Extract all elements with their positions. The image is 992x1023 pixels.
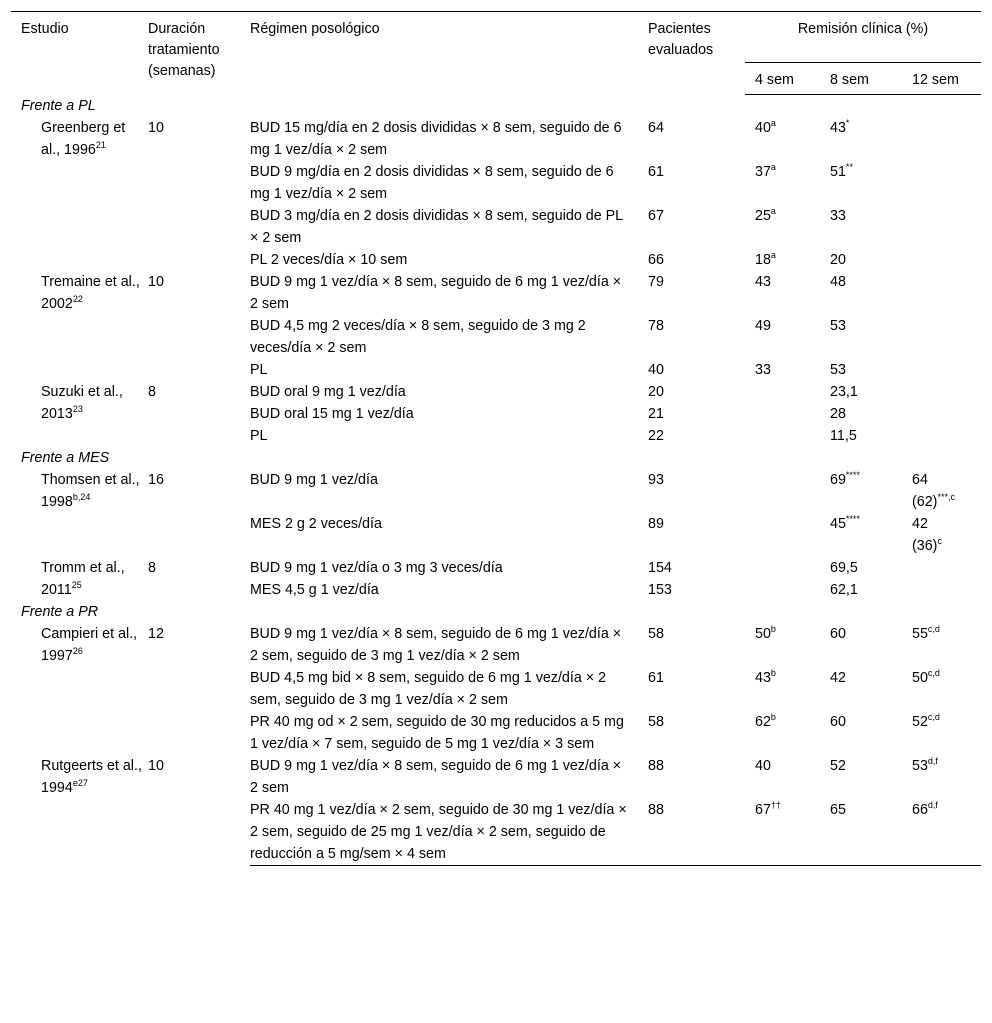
patients: 154 xyxy=(648,560,672,576)
table-row xyxy=(11,755,981,799)
remision-8sem xyxy=(820,271,902,315)
remision-8sem-value: 65 xyxy=(830,802,846,818)
remision-12sem xyxy=(902,579,981,601)
remision-12sem-footnote: ***,c xyxy=(937,492,955,502)
remision-4sem xyxy=(745,469,820,513)
study-weeks: 10 xyxy=(148,120,164,136)
col-header-estudio: Estudio xyxy=(21,21,69,37)
remision-8sem xyxy=(820,711,902,755)
study-ref: 22 xyxy=(72,294,83,304)
remision-8sem xyxy=(820,315,902,359)
study-name-cell xyxy=(11,117,148,271)
remision-12sem-value: 50 xyxy=(912,670,928,686)
remision-8sem xyxy=(820,249,902,271)
remision-4sem-value: 40 xyxy=(755,758,771,774)
remision-4sem xyxy=(745,513,820,557)
study-name: Suzuki et al., 2013 xyxy=(41,384,123,422)
table-row xyxy=(11,117,981,161)
remision-4sem xyxy=(745,249,820,271)
patients: 58 xyxy=(648,714,664,730)
regimen: BUD 9 mg 1 vez/día × 8 sem, seguido de 6 mg 1 vez/día × 2 sem xyxy=(250,274,622,312)
remision-8sem xyxy=(820,381,902,403)
study-ref: 26 xyxy=(72,646,83,656)
remision-12sem xyxy=(902,249,981,271)
section-row xyxy=(11,95,981,118)
col-header-8sem: 8 sem xyxy=(820,63,902,95)
regimen: BUD 9 mg/día en 2 dosis divididas × 8 sem, seguido de 6 mg 1 vez/día × 2 sem xyxy=(250,164,614,202)
table-row xyxy=(11,469,981,513)
patients: 66 xyxy=(648,252,664,268)
regimen: BUD 9 mg 1 vez/día o 3 mg 3 veces/día xyxy=(250,560,503,576)
remision-12sem xyxy=(902,557,981,579)
remision-12sem xyxy=(902,161,981,205)
remision-8sem-value: 60 xyxy=(830,714,846,730)
col-header-12sem: 12 sem xyxy=(902,63,981,95)
remision-4sem-footnote: a xyxy=(770,118,776,128)
remision-12sem xyxy=(902,799,981,866)
remision-4sem-value: 43 xyxy=(755,274,771,290)
remision-4sem xyxy=(745,579,820,601)
remision-4sem xyxy=(745,711,820,755)
patients: 61 xyxy=(648,164,664,180)
regimen: PL xyxy=(250,428,268,444)
patients: 79 xyxy=(648,274,664,290)
remision-4sem-value: 33 xyxy=(755,362,771,378)
patients: 88 xyxy=(648,799,745,866)
regimen: BUD oral 15 mg 1 vez/día xyxy=(250,406,414,422)
remision-8sem-value: 42 xyxy=(830,670,846,686)
remision-8sem-value: 45 xyxy=(830,516,846,532)
regimen: BUD 9 mg 1 vez/día × 8 sem, seguido de 6 mg 1 vez/día × 2 sem, seguido de 3 mg 1 vez/día × 2 sem xyxy=(250,626,622,664)
regimen: BUD 9 mg 1 vez/día xyxy=(250,472,378,488)
table-row xyxy=(11,557,981,579)
regimen: PR 40 mg 1 vez/día × 2 sem, seguido de 30 mg 1 vez/día × 2 sem, seguido de 25 mg 1 vez/día × 2 sem, seguido de reducción a 5 mg/sem × 4 sem xyxy=(250,799,648,866)
remision-8sem-value: 53 xyxy=(830,362,846,378)
study-name-cell xyxy=(11,755,148,866)
regimen: BUD oral 9 mg 1 vez/día xyxy=(250,384,406,400)
remision-12sem xyxy=(902,711,981,755)
study-name: Tromm et al., 2011 xyxy=(41,560,125,598)
remision-8sem-value: 43 xyxy=(830,120,846,136)
section-title: Frente a PL xyxy=(21,98,96,114)
remision-4sem-value: 25 xyxy=(755,208,771,224)
remision-8sem xyxy=(820,799,902,866)
remision-4sem xyxy=(745,381,820,403)
remision-8sem-value: 62,1 xyxy=(830,582,858,598)
remision-8sem xyxy=(820,755,902,799)
study-weeks: 10 xyxy=(148,758,164,774)
remision-4sem-footnote: a xyxy=(770,250,776,260)
patients: 22 xyxy=(648,428,664,444)
regimen: PL xyxy=(250,362,268,378)
study-name-cell xyxy=(11,381,148,447)
remision-4sem-footnote: †† xyxy=(770,800,781,810)
remision-4sem xyxy=(745,359,820,381)
study-name: Thomsen et al., 1998 xyxy=(41,472,140,510)
remision-12sem xyxy=(902,381,981,403)
results-table xyxy=(11,11,981,866)
remision-4sem-footnote: b xyxy=(770,668,776,678)
section-title: Frente a PR xyxy=(21,604,99,620)
remision-4sem xyxy=(745,315,820,359)
table-header xyxy=(11,11,981,95)
remision-4sem xyxy=(745,755,820,799)
study-ref: b,24 xyxy=(72,492,91,502)
regimen: BUD 4,5 mg bid × 8 sem, seguido de 6 mg 1 vez/día × 2 sem, seguido de 3 mg 1 vez/día × 2 sem xyxy=(250,670,607,708)
study-name: Tremaine et al., 2002 xyxy=(41,274,140,312)
regimen: BUD 9 mg 1 vez/día × 8 sem, seguido de 6 mg 1 vez/día × 2 sem xyxy=(250,758,622,796)
remision-12sem xyxy=(902,271,981,315)
remision-8sem-value: 60 xyxy=(830,626,846,642)
remision-8sem xyxy=(820,557,902,579)
remision-4sem-value: 50 xyxy=(755,626,771,642)
remision-4sem-value: 67 xyxy=(755,802,771,818)
remision-4sem xyxy=(745,799,820,866)
table-row xyxy=(11,381,981,403)
study-weeks: 8 xyxy=(148,384,156,400)
remision-12sem xyxy=(902,513,981,557)
remision-4sem-value: 43 xyxy=(755,670,771,686)
remision-12sem-footnote: c,d xyxy=(927,668,940,678)
section-row xyxy=(11,601,981,623)
study-name-cell xyxy=(11,271,148,381)
patients: 21 xyxy=(648,406,664,422)
remision-4sem-value: 37 xyxy=(755,164,771,180)
remision-12sem xyxy=(902,315,981,359)
patients: 20 xyxy=(648,384,664,400)
remision-4sem-footnote: a xyxy=(770,206,776,216)
remision-8sem xyxy=(820,425,902,447)
regimen: MES 2 g 2 veces/día xyxy=(250,516,382,532)
remision-8sem-value: 33 xyxy=(830,208,846,224)
remision-12sem xyxy=(902,425,981,447)
remision-8sem-value: 28 xyxy=(830,406,846,422)
remision-8sem-value: 52 xyxy=(830,758,846,774)
study-weeks: 16 xyxy=(148,472,164,488)
remision-4sem xyxy=(745,557,820,579)
remision-8sem-footnote: * xyxy=(845,118,850,128)
patients: 40 xyxy=(648,362,664,378)
patients: 89 xyxy=(648,516,664,532)
study-ref: 23 xyxy=(72,404,83,414)
remision-4sem xyxy=(745,425,820,447)
remision-8sem xyxy=(820,117,902,161)
remision-12sem xyxy=(902,667,981,711)
remision-12sem-value: 52 xyxy=(912,714,928,730)
remision-8sem-footnote: **** xyxy=(845,514,860,524)
col-header-pacientes: Pacientes evaluados xyxy=(648,21,714,58)
remision-8sem-footnote: **** xyxy=(845,470,860,480)
regimen: MES 4,5 g 1 vez/día xyxy=(250,582,379,598)
remision-4sem-value: 40 xyxy=(755,120,771,136)
regimen: BUD 3 mg/día en 2 dosis divididas × 8 sem, seguido de PL × 2 sem xyxy=(250,208,623,246)
regimen: BUD 15 mg/día en 2 dosis divididas × 8 sem, seguido de 6 mg 1 vez/día × 2 sem xyxy=(250,120,622,158)
study-ref: 25 xyxy=(71,580,82,590)
study-name-cell xyxy=(11,469,148,557)
remision-12sem-footnote: c,d xyxy=(927,712,940,722)
section-row xyxy=(11,447,981,469)
remision-12sem-value: 53 xyxy=(912,758,928,774)
remision-8sem-value: 48 xyxy=(830,274,846,290)
remision-12sem xyxy=(902,205,981,249)
regimen: PL 2 veces/día × 10 sem xyxy=(250,252,408,268)
patients: 88 xyxy=(648,758,664,774)
regimen: PR 40 mg od × 2 sem, seguido de 30 mg reducidos a 5 mg 1 vez/día × 7 sem, seguido de 5 mg 1 vez/día × 3 sem xyxy=(250,714,624,752)
table-body xyxy=(11,95,981,866)
remision-4sem xyxy=(745,271,820,315)
remision-8sem xyxy=(820,513,902,557)
remision-4sem-footnote: b xyxy=(770,624,776,634)
patients: 93 xyxy=(648,472,664,488)
remision-12sem-footnote: d,f xyxy=(927,756,938,766)
col-header-duracion: Duración tratamiento (semanas) xyxy=(148,21,220,79)
remision-12sem-value: 66 xyxy=(912,802,928,818)
remision-12sem xyxy=(902,403,981,425)
study-weeks: 8 xyxy=(148,560,156,576)
remision-8sem-value: 69 xyxy=(830,472,846,488)
remision-8sem-value: 23,1 xyxy=(830,384,858,400)
study-name: Rutgeerts et al., 1994 xyxy=(41,758,142,796)
remision-8sem xyxy=(820,161,902,205)
remision-4sem xyxy=(745,117,820,161)
col-header-regimen: Régimen posológico xyxy=(250,21,380,37)
remision-8sem-footnote: ** xyxy=(845,162,853,172)
remision-8sem xyxy=(820,579,902,601)
remision-12sem-footnote: c xyxy=(937,536,942,546)
remision-4sem-value: 49 xyxy=(755,318,771,334)
remision-8sem xyxy=(820,623,902,667)
section-title: Frente a MES xyxy=(21,450,110,466)
remision-4sem xyxy=(745,205,820,249)
remision-12sem xyxy=(902,623,981,667)
remision-8sem xyxy=(820,403,902,425)
remision-8sem-value: 69,5 xyxy=(830,560,858,576)
remision-12sem xyxy=(902,469,981,513)
patients: 153 xyxy=(648,582,672,598)
remision-8sem-value: 51 xyxy=(830,164,846,180)
remision-8sem-value: 11,5 xyxy=(830,428,857,444)
remision-12sem xyxy=(902,117,981,161)
remision-4sem xyxy=(745,667,820,711)
remision-4sem-value: 62 xyxy=(755,714,771,730)
remision-12sem xyxy=(902,359,981,381)
remision-12sem xyxy=(902,755,981,799)
remision-8sem xyxy=(820,667,902,711)
remision-12sem-value: 42 (36) xyxy=(912,516,938,554)
study-name-cell xyxy=(11,557,148,601)
remision-12sem-footnote: c,d xyxy=(927,624,940,634)
remision-4sem-value: 18 xyxy=(755,252,771,268)
remision-12sem-value: 64 (62) xyxy=(912,472,938,510)
table-row xyxy=(11,623,981,667)
study-ref: e27 xyxy=(72,778,88,788)
remision-4sem xyxy=(745,623,820,667)
patients: 67 xyxy=(648,208,664,224)
remision-4sem xyxy=(745,403,820,425)
remision-4sem-footnote: a xyxy=(770,162,776,172)
study-ref: 21 xyxy=(95,140,106,150)
study-name: Greenberg et al., 1996 xyxy=(41,120,126,158)
patients: 78 xyxy=(648,318,664,334)
remision-12sem-footnote: d,f xyxy=(927,800,938,810)
remision-8sem xyxy=(820,469,902,513)
remision-8sem-value: 53 xyxy=(830,318,846,334)
remision-8sem xyxy=(820,205,902,249)
patients: 61 xyxy=(648,670,664,686)
table-row xyxy=(11,271,981,315)
regimen: BUD 4,5 mg 2 veces/día × 8 sem, seguido de 3 mg 2 veces/día × 2 sem xyxy=(250,318,586,356)
study-weeks: 12 xyxy=(148,626,164,642)
remision-12sem-value: 55 xyxy=(912,626,928,642)
remision-4sem xyxy=(745,161,820,205)
study-name-cell xyxy=(11,623,148,755)
remision-4sem-footnote: b xyxy=(770,712,776,722)
col-header-remision: Remisión clínica (%) xyxy=(745,11,981,63)
study-name: Campieri et al., 1997 xyxy=(41,626,138,664)
patients: 64 xyxy=(648,120,664,136)
remision-8sem-value: 20 xyxy=(830,252,846,268)
patients: 58 xyxy=(648,626,664,642)
col-header-4sem: 4 sem xyxy=(745,63,820,95)
remision-8sem xyxy=(820,359,902,381)
study-weeks: 10 xyxy=(148,274,164,290)
